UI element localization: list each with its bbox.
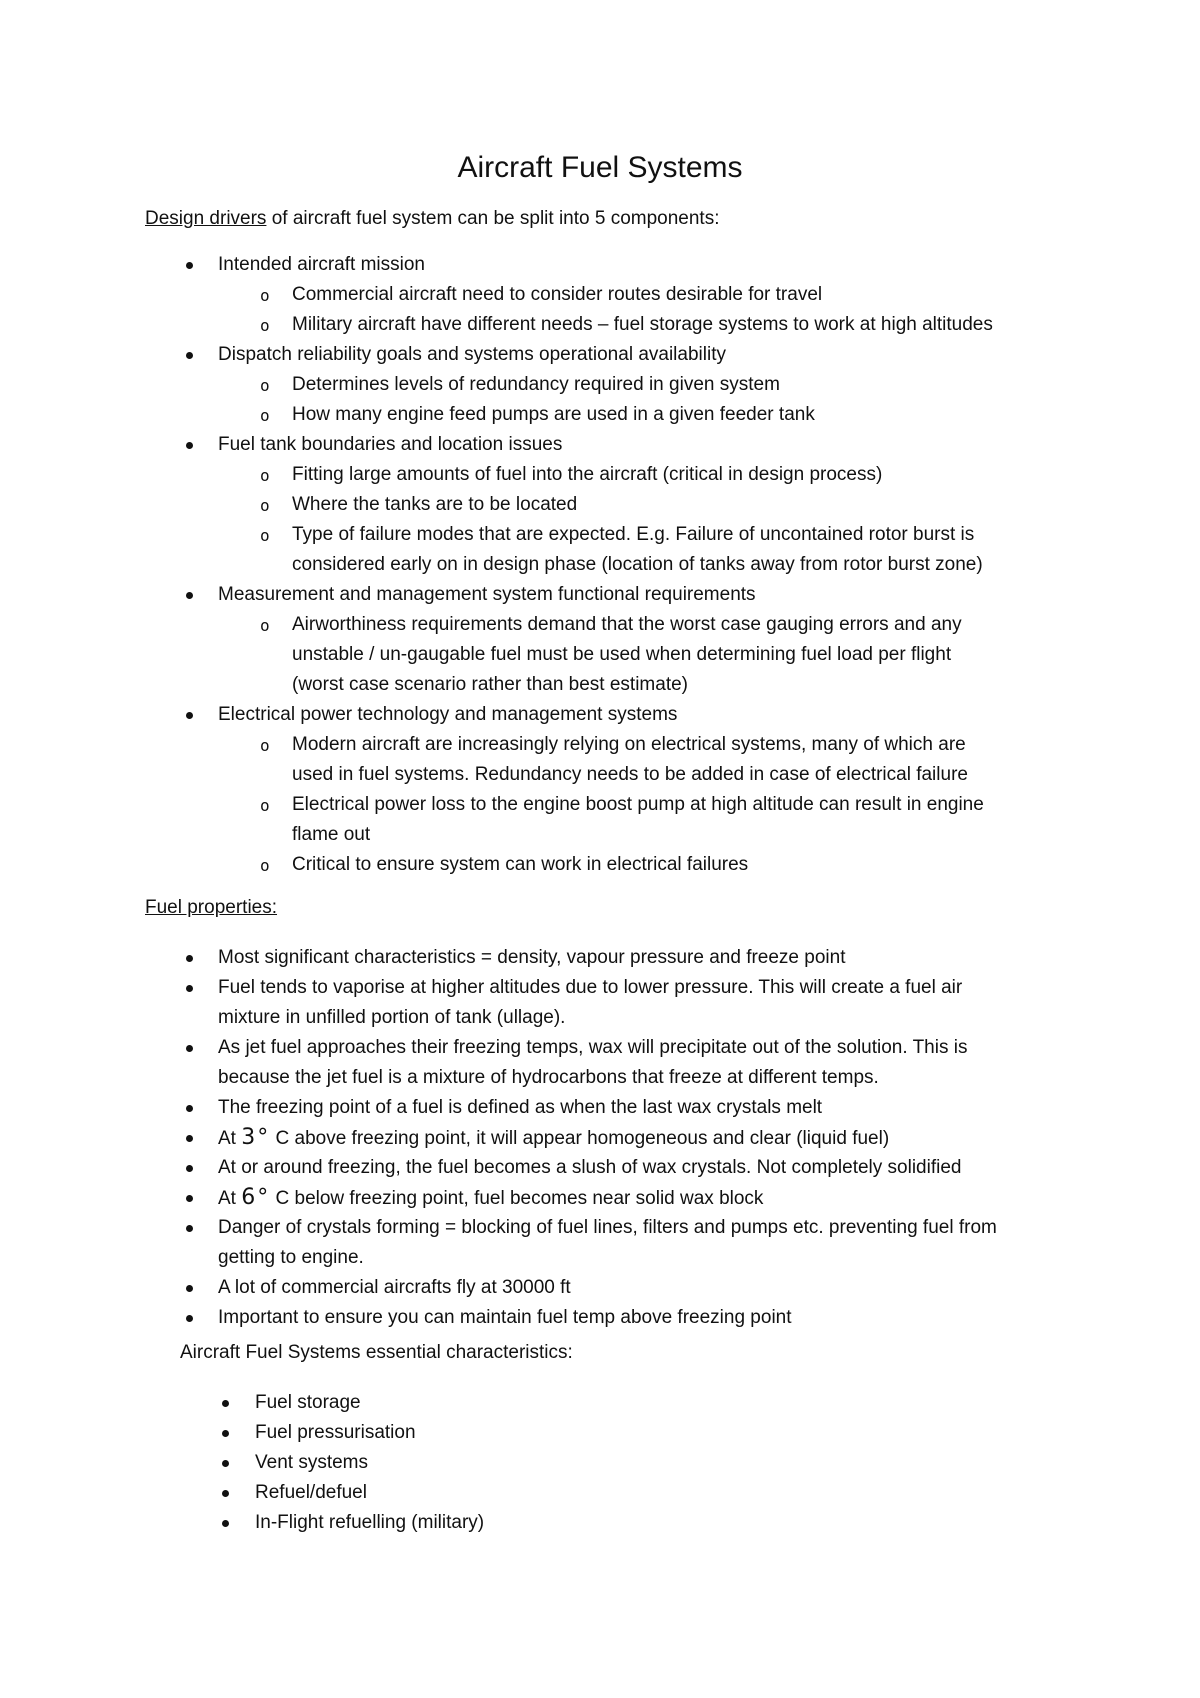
page-title: Aircraft Fuel Systems: [457, 151, 743, 184]
bullet-icon: [186, 1105, 193, 1112]
driver-sub-item: Electrical power loss to the engine boost pump at high altitude can result in engine: [292, 794, 984, 815]
driver-sub-item: Modern aircraft are increasingly relying on electrical systems, many of which are: [292, 734, 966, 755]
bullet-icon: [186, 985, 193, 992]
intro-line: [145, 206, 720, 232]
fuel-property-item: At 6° C below freezing point, fuel becomes near solid wax block: [218, 1185, 764, 1210]
bullet-icon: [186, 955, 193, 962]
essential-item: Fuel storage: [255, 1392, 361, 1413]
sub-bullet-icon: o: [260, 466, 270, 485]
bullet-icon: [186, 442, 193, 449]
design-drivers-term: Design drivers: [145, 208, 267, 229]
intro-rest: of aircraft fuel system can be split into 5 components:: [266, 208, 720, 229]
essential-item: Refuel/defuel: [255, 1482, 367, 1503]
bullet-icon: [186, 1165, 193, 1172]
bullet-icon: [222, 1430, 229, 1437]
fuel-property-item: Important to ensure you can maintain fuel temp above freezing point: [218, 1307, 792, 1328]
fuel-property-item: mixture in unfilled portion of tank (ullage).: [218, 1007, 566, 1028]
fuel-property-item: Fuel tends to vaporise at higher altitudes due to lower pressure. This will create a fuel air: [218, 977, 963, 998]
driver-sub-item: Airworthiness requirements demand that the worst case gauging errors and any: [292, 614, 962, 635]
driver-sub-item: flame out: [292, 824, 371, 845]
bullet-icon: [186, 352, 193, 359]
driver-sub-item: considered early on in design phase (location of tanks away from rotor burst zone): [292, 554, 983, 575]
sub-bullet-icon: o: [260, 856, 270, 875]
sub-bullet-icon: o: [260, 286, 270, 305]
driver-sub-item: How many engine feed pumps are used in a given feeder tank: [292, 404, 815, 425]
driver-sub-item: Type of failure modes that are expected. E.g. Failure of uncontained rotor burst is: [292, 524, 975, 545]
driver-sub-item: Military aircraft have different needs – fuel storage systems to work at high altitudes: [292, 314, 993, 335]
driver-sub-item: Where the tanks are to be located: [292, 494, 578, 515]
essential-heading: Aircraft Fuel Systems essential characteristics:: [180, 1342, 573, 1363]
fuel-property-item: Danger of crystals forming = blocking of fuel lines, filters and pumps etc. preventing fuel from: [218, 1217, 997, 1238]
fuel-property-item: The freezing point of a fuel is defined as when the last wax crystals melt: [218, 1097, 823, 1118]
bullet-icon: [222, 1460, 229, 1467]
driver-item: Dispatch reliability goals and systems operational availability: [218, 344, 726, 365]
bullet-icon: [186, 712, 193, 719]
fuel-property-item: At or around freezing, the fuel becomes a slush of wax crystals. Not completely solidified: [218, 1157, 962, 1178]
driver-item: Electrical power technology and management systems: [218, 704, 678, 725]
fuel-properties-heading-text: Fuel properties:: [145, 897, 278, 918]
fuel-properties-heading: [145, 895, 277, 921]
bullet-icon: [186, 592, 193, 599]
driver-sub-item: (worst case scenario rather than best estimate): [292, 674, 689, 695]
sub-bullet-icon: o: [260, 376, 270, 395]
bullet-icon: [222, 1490, 229, 1497]
driver-sub-item: Determines levels of redundancy required in given system: [292, 374, 780, 395]
fuel-property-item: At 3° C above freezing point, it will appear homogeneous and clear (liquid fuel): [218, 1125, 890, 1150]
driver-sub-item: Fitting large amounts of fuel into the aircraft (critical in design process): [292, 464, 883, 485]
driver-sub-item: unstable / un-gaugable fuel must be used when determining fuel load per flight: [292, 644, 952, 665]
sub-bullet-icon: o: [260, 526, 270, 545]
essential-item: In-Flight refuelling (military): [255, 1512, 485, 1533]
sub-bullet-icon: o: [260, 796, 270, 815]
bullet-icon: [222, 1400, 229, 1407]
sub-bullet-icon: o: [260, 316, 270, 335]
driver-item: Measurement and management system functional requirements: [218, 584, 756, 605]
bullet-icon: [186, 262, 193, 269]
bullet-icon: [186, 1045, 193, 1052]
sub-bullet-icon: o: [260, 496, 270, 515]
driver-item: Intended aircraft mission: [218, 254, 425, 275]
fuel-property-item: Most significant characteristics = density, vapour pressure and freeze point: [218, 947, 846, 968]
essential-item: Vent systems: [255, 1452, 368, 1473]
driver-sub-item: used in fuel systems. Redundancy needs to be added in case of electrical failure: [292, 764, 968, 785]
sub-bullet-icon: o: [260, 406, 270, 425]
essential-item: Fuel pressurisation: [255, 1422, 416, 1443]
bullet-icon: [186, 1315, 193, 1322]
driver-item: Fuel tank boundaries and location issues: [218, 434, 563, 455]
sub-bullet-icon: o: [260, 736, 270, 755]
fuel-property-item: As jet fuel approaches their freezing temps, wax will precipitate out of the solution. This is: [218, 1037, 968, 1058]
bullet-icon: [186, 1285, 193, 1292]
bullet-icon: [222, 1520, 229, 1527]
driver-sub-item: Commercial aircraft need to consider routes desirable for travel: [292, 284, 823, 305]
bullet-icon: [186, 1135, 193, 1142]
sub-bullet-icon: o: [260, 616, 270, 635]
fuel-property-item: because the jet fuel is a mixture of hydrocarbons that freeze at different temps.: [218, 1067, 879, 1088]
fuel-property-item: getting to engine.: [218, 1247, 364, 1268]
bullet-icon: [186, 1195, 193, 1202]
bullet-icon: [186, 1225, 193, 1232]
driver-sub-item: Critical to ensure system can work in electrical failures: [292, 854, 749, 875]
fuel-property-item: A lot of commercial aircrafts fly at 30000 ft: [218, 1277, 571, 1298]
